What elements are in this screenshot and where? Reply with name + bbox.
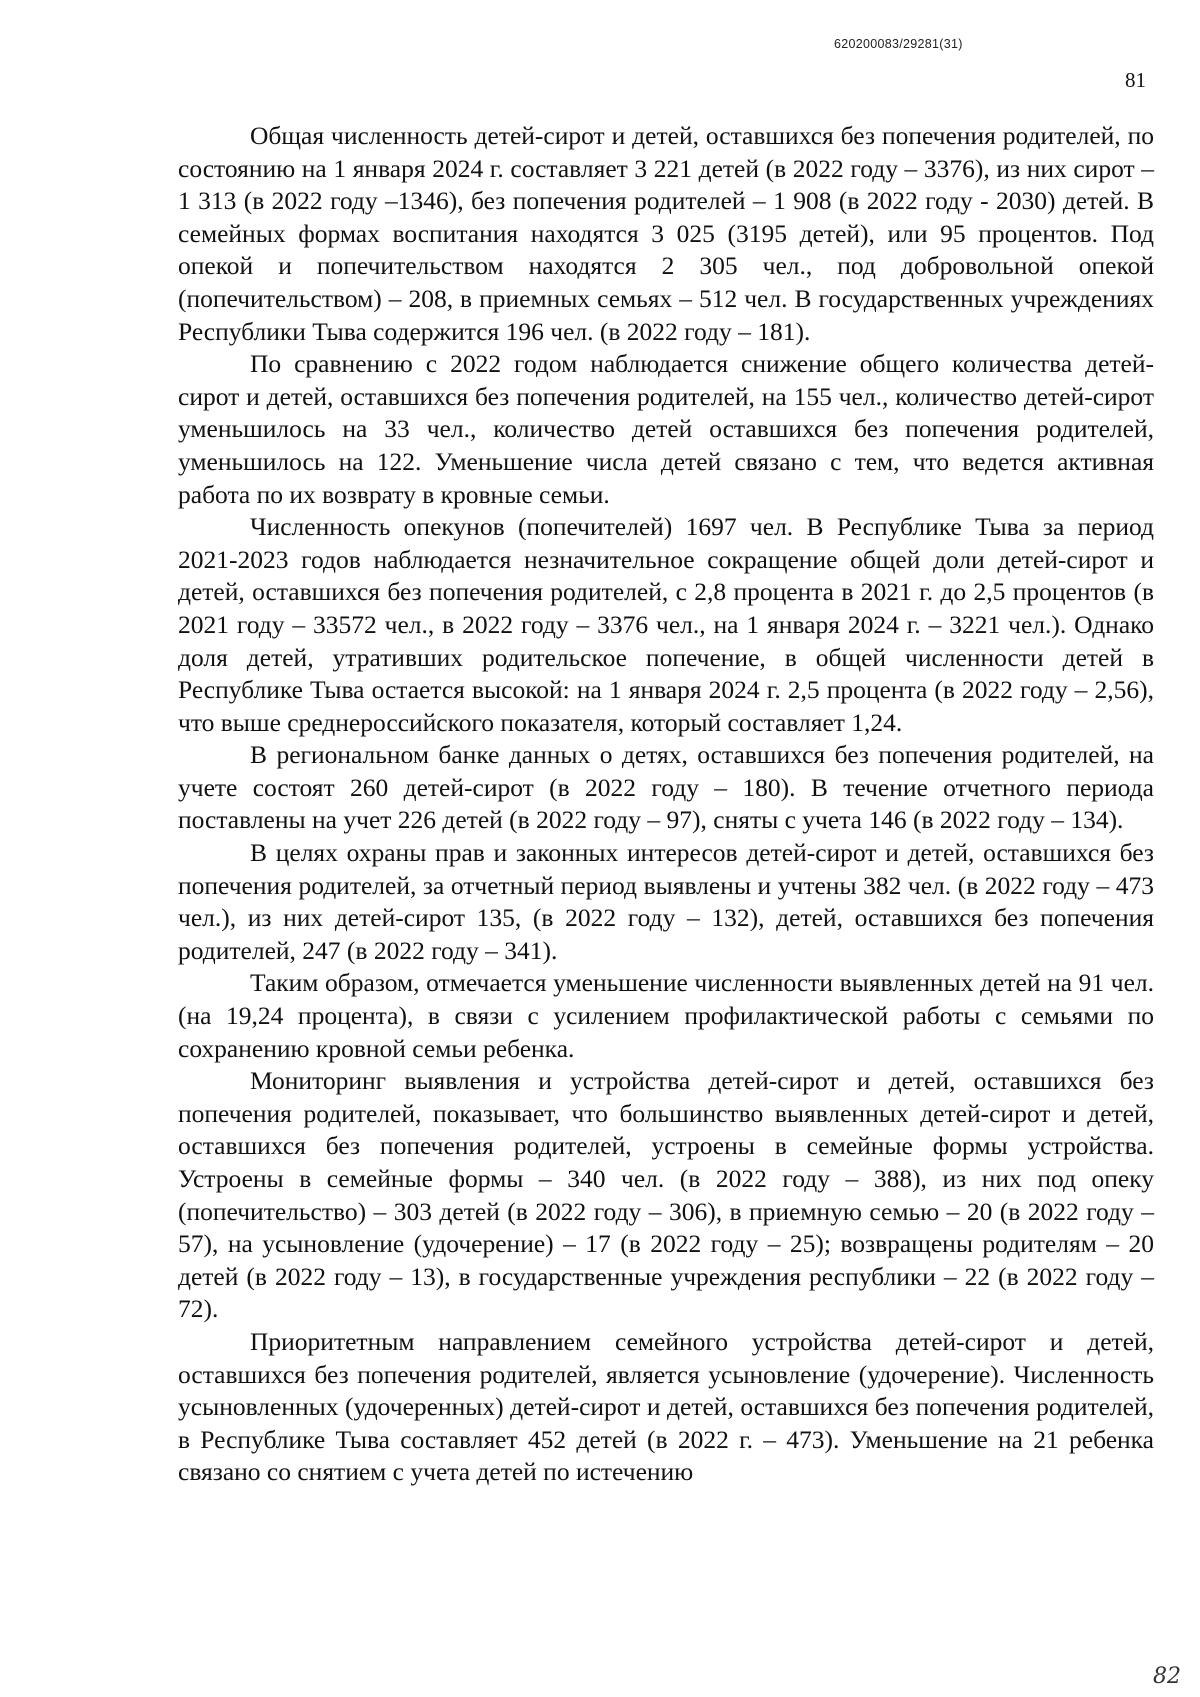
document-id: 620200083/29281(31): [834, 37, 963, 51]
paragraph-orphan-count: Общая численность детей-сирот и детей, оставшихся без попечения родителей, по состоянию на 1 января 2024 г. составляет 3 221 детей (в 2022 году – 3376), из них сирот – 1 313 (в 2022 году –1346), без попечения родителей – 1 908 (в 2022 году - 2030) детей. В семейных формах воспитания находятся 3 025 (3195 детей), или 95 процентов. Под опекой и попечительством находятся 2 305 чел., под добровольной опекой (попечительством) – 208, в приемных семьях – 512 чел. В государственных учреждениях Республики Тыва содержится 196 чел. (в 2022 году – 181).: [178, 121, 1154, 346]
paragraph-adoption: Приоритетным направлением семейного устройства детей-сирот и детей, оставшихся без попечения родителей, является усыновление (удочерение). Численность усыновленных (удочеренных) детей-сирот и детей, оставшихся без попечения родителей, в Республике Тыва составляет 452 детей (в 2022 г. – 473). Уменьшение на 21 ребенка связано со снятием с учета детей по истечению: [178, 1326, 1154, 1487]
paragraph-monitoring: Мониторинг выявления и устройства детей-сирот и детей, оставшихся без попечения родителей, показывает, что большинство выявленных детей-сирот и детей, оставшихся без попечения родителей, устроены в семейные формы устройства. Устроены в семейные формы – 340 чел. (в 2022 году – 388), из них под опеку (попечительство) – 303 детей (в 2022 году – 306), в приемную семью – 20 (в 2022 году – 57), на усыновление (удочерение) – 17 (в 2022 году – 25); возвращены родителям – 20 детей (в 2022 году – 13), в государственные учреждения республики – 22 (в 2022 году – 72).: [178, 1066, 1154, 1324]
paragraph-rights-protection: В целях охраны прав и законных интересов детей-сирот и детей, оставшихся без попечения родителей, за отчетный период выявлены и учтены 382 чел. (в 2022 году – 473 чел.), из них детей-сирот 135, (в 2022 году – 132), детей, оставшихся без попечения родителей, 247 (в 2022 году – 341).: [178, 838, 1154, 965]
paragraph-decrease: Таким образом, отмечается уменьшение численности выявленных детей на 91 чел. (на 19,24 процента), в связи с усилением профилактической работы с семьями по сохранению кровной семьи ребенка.: [178, 968, 1154, 1063]
paragraph-regional-databank: В региональном банке данных о детях, оставшихся без попечения родителей, на учете состоят 260 детей-сирот (в 2022 году – 180). В течение отчетного периода поставлены на учет 226 детей (в 2022 году – 97), сняты с учета 146 (в 2022 году – 134).: [178, 740, 1154, 835]
handwritten-page-mark: 82: [1153, 1664, 1181, 1689]
page-number: 81: [1125, 68, 1146, 92]
paragraph-guardians: Численность опекунов (попечителей) 1697 чел. В Республике Тыва за период 2021-2023 годов наблюдается незначительное сокращение общей доли детей-сирот и детей, оставшихся без попечения родителей, с 2,8 процента в 2021 г. до 2,5 процентов (в 2021 году – 33572 чел., в 2022 году – 3376 чел., на 1 января 2024 г. – 3221 чел.). Однако доля детей, утративших родительское попечение, в общей численности детей в Республике Тыва остается высокой: на 1 января 2024 г. 2,5 процента (в 2022 году – 2,56), что выше среднероссийского показателя, который составляет 1,24.: [178, 512, 1154, 737]
paragraph-comparison-2022: По сравнению с 2022 годом наблюдается снижение общего количества детей-сирот и детей, оставшихся без попечения родителей, на 155 чел., количество детей-сирот уменьшилось на 33 чел., количество детей оставшихся без попечения родителей, уменьшилось на 122. Уменьшение числа детей связано с тем, что ведется активная работа по их возврату в кровные семьи.: [178, 349, 1154, 509]
body-text: [178, 120, 1154, 1489]
